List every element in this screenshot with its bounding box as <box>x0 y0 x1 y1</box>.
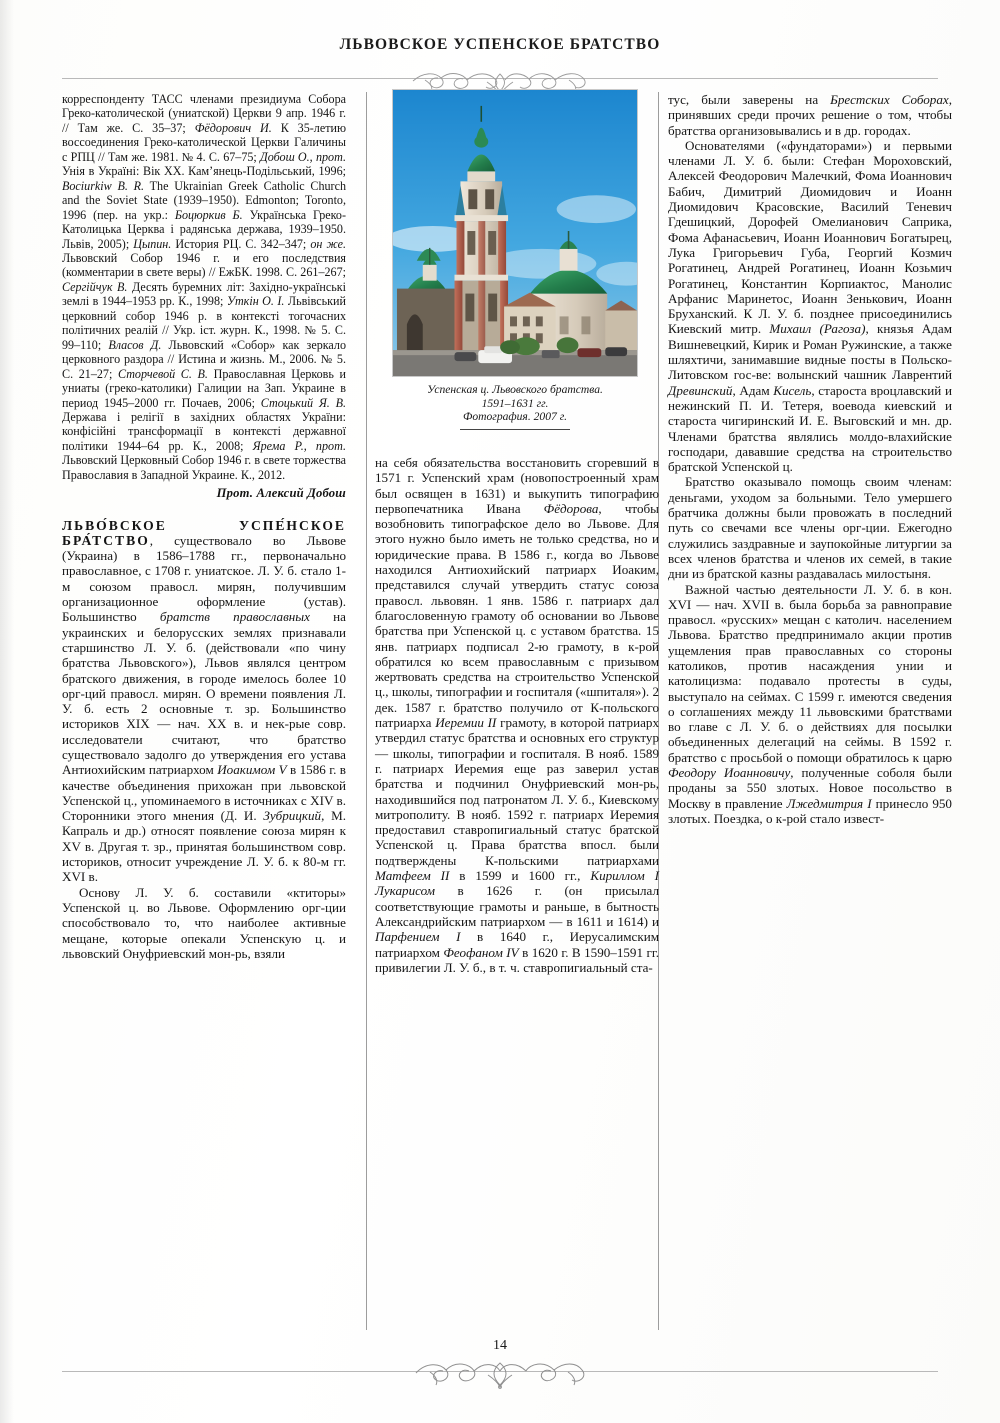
entry-paragraph-1: ЛЬВО́ВСКОЕ УСПЕ́НСКОЕ БРА́ТСТВО, существовало во Львове (Украина) в 1586–1788 гг., первоначально православное, с 1708 г. униатское. Л. У. б. стало 1-м союзом правосл. мирян, получившим организационное оформление (устав). Большинство братств православных на украинских и белорусских землях признавали старшинство Л. У. б. (действовали «по чину братства Львовского»), Львов являлся центром братского движения, в городе имелось более 10 орг-ций правосл. мирян. О времени появления Л. У. б. есть 2 основные т. зр. Большинство историков XIX — нач. XX в. и нек-рые совр. исследователи считают, что братство существовало задолго до утверждения его устава Антиохийским патриархом Иоакимом V в 1586 г. в качестве объединения прихожан при львовской Успенской ц., упоминаемого в источниках с XIV в. Сторонники этого мнения (Д. И. Зубрицкий, М. Капраль и др.) относят появление союза мирян к XV в. Другая т. зр., принятая большинством совр. историков, относит учреждение Л. У. б. к 80-м гг. XVI в. <box>62 517 346 885</box>
entry-paragraph-2: Основу Л. У. б. составили «ктиторы» Успенской ц. во Львове. Оформлению орг-ции способствовало то, что наиболее активные мещане, которые опекали Успенскую ц. и львовский Онуфриевский мон-рь, взяли <box>62 884 346 961</box>
column-1 <box>62 92 346 961</box>
footer-divider <box>62 1358 938 1388</box>
entry-paragraph-4: тус, были заверены на Брестских Соборах, принявших среди прочих решение о том, чтобы братства организовывались и в др. городах. <box>668 92 952 138</box>
page-edge-shading <box>0 0 14 1423</box>
entry-spacer <box>62 504 346 518</box>
floral-scroll-ornament-icon <box>400 1357 600 1389</box>
column-divider-1 <box>366 92 367 1330</box>
entry-paragraph-5: Основателями («фундаторами») и первыми членами Л. У. б. были: Стефан Мороховский, Алексей Феодорович Малечкий, Фома Иоаннович Бабич, Димитрий Диомидович и Иоанн Диомидович Красовские, Василий Теневич Гдешицкий, Дорофей Омелианович Саприка, Фома Афанасьевич, Иоанн Иоаннович Богатырец, Лука Григорьевич Губа, Георгий Козмич Рогатинец, Андрей Рогатинец, Иоанн Козьмич Рогатинец, Константин Корпиактос, Манолис Арфанис Маринетос, Иоанн Зенькович, Иоанн Бруханский. К Л. У. б. позднее присоединились Киевский митр. Михаил (Рагоза), князья Адам Вишневецкий, Кирик и Роман Ружинские, а также шляхтичи, занимавшие видные посты в Польско-Литовском гос-ве: волынский чашник Лаврентий Древинский, Адам Кисель, староста вроцлавский и нежинский П. И. Тетеря, воевода киевский и староста чигиринский И. Е. Выговский и мн. др. Членами братства являлись молдо-влахийские господари, дававшие средства на строительство братской Успенской ц. <box>668 137 953 475</box>
page-number: 14 <box>493 1338 507 1353</box>
caption-line-2: 1591–1631 гг. <box>481 396 549 410</box>
column-2 <box>375 455 659 975</box>
dormition-church-lviv-photo <box>392 89 638 377</box>
bibliography-block: корреспонденту ТАСС членами президиума Собора Греко-католической (униатской) Церкви 9 апр. 1946 г. // Там же. С. 35–37; Фёдорович И. К 35-летию воссоединения Греко-католической Церкви Галичины с РПЦ // Там же. 1981. № 4. С. 67–75; Добош О., прот. Унія в Україні: Вік XX. Кам’янець-Подільський, 1996; Bociurkiw B. R. The Ukrainian Greek Catholic Church and the Soviet State (1939–1950). Edmonton; Toronto, 1996 (пер. на укр.: Боцюркив Б. Українська Греко-Католицька Церква і радянська держава, 1939–1950. Львів, 2005); Цыпин. История РЦ. С. 342–347; он же. Львовский Собор 1946 г. и его последствия (комментарии в свете веры) // ЕжБК. 1998. С. 261–267; Сергійчук В. Десять буремних літ: Західно-українські землі в 1944–1953 рр. К., 1998; Уткін О. І. Львівський церковний собор 1946 р. в контексті тогочасних політичних реалій // Укр. іст. журн. К., 1998. № 5. С. 99–110; Власов Д. Львовский «Собор» как зеркало церковного раздора // Истина и жизнь. М., 2006. № 5. С. 21–27; Сторчевой С. В. Православная Церковь и униаты (греко-католики) Галиции на Зап. Украине в период 1945–2000 гг. Почаев, 2006; Стоцький Я. В. Держава і релігії в західних областях України: конфісійні трансформації в контексті державної політики 1944–64 рр. К., 2008; Ярема Р., прот. Львовский Церковный Собор 1946 г. в свете торжества Православия в Западной Украине. К., 2012. <box>62 92 347 482</box>
entry-body-column-1 <box>62 518 346 962</box>
figure <box>392 89 638 430</box>
caption-divider <box>460 429 570 430</box>
entry-body-column-3 <box>668 92 952 826</box>
caption-line-1: Успенская ц. Львовского братства. <box>427 383 603 396</box>
figure-caption <box>392 383 638 424</box>
caption-line-3: Фотография. 2007 г. <box>463 410 567 424</box>
entry-paragraph-3: на себя обязательства восстановить сгоревший в 1571 г. Успенский храм (новопостроенный храм был освящен в 1631) и выкупить типографию первопечатника Ивана Фёдорова, чтобы возобновить типографское дело во Львове. Для этого нужно было иметь не только средства, но и юридические права. В 1586 г., когда во Львове находился Антиохийский патриарх Иоаким, представился случай утвердить статус союза правосл. львовян. 1 янв. 1586 г. патриарх дал благословенную грамоту об основании во Львове братства при Успенской ц. с уставом братства. 15 янв. патриарх подписал 2-ю грамоту, в к-рой обратился ко всем православным с призывом жертвовать средства на строительство Успенской ц., школы, типографии и госпиталя («шпиталя»). 2 дек. 1587 г. братство получило от К-польского патриарха Иеремии II грамоту, в которой патриарх утвердил статус братства и основных его структур — школы, типографии и госпиталя. В нояб. 1589 г. патриарх Иеремия еще раз заверил устав братства и подчинил Онуфриевский мон-рь, находившийся под патронатом Л. У. б., Киевскому митрополиту. В нояб. 1592 г. патриарх Иеремия предоставил ставропигиальный статус братской Успенской ц. Права братства впосл. были подтверждены К-польскими патриархами Матфеем II в 1599 и 1600 гг., Кириллом I Лукарисом в 1626 г. (он присылал соответствующие грамоты и раньше, в бытность Александрийским патриархом — в 1611 и 1614) и Парфением I в 1640 г., Иерусалимским патриархом Феофаном IV в 1620 г. В 1590–1591 гг. привилегии Л. У. б., в т. ч. ставропигиальный ста- <box>375 455 660 975</box>
entry-body-column-2 <box>375 455 659 975</box>
entry-paragraph-6: Братство оказывало помощь своим членам: деньгами, уходом за больными. Тело умершего братчика должны были провожать в последний путь со свечами все члены орг-ции. Ежегодно служились заздравные и заупокойные литургии за всех членов братства и членов их семей, в такие дни из братской казны раздавалась милостыня. <box>668 474 952 582</box>
author-signature: Прот. Алексий Добош <box>216 486 346 501</box>
column-3 <box>668 92 952 826</box>
entry-paragraph-7: Важной частью деятельности Л. У. б. в кон. XVI — нач. XVII в. была борьба за равноправие правосл. «русских» мещан с католич. населением Львова. Братство предпринимало акции против ущемления прав православных со стороны католиков, против насаждения унии и католицизма: подавало протесты в суды, выступало на сеймах. С 1599 г. имеются сведения о соглашениях между 11 львовскими братствами во главе с Л. У. б. о действиях для посылки объединенных делегаций на сеймы. В 1592 г. братство с просьбой о помощи обратилось к царю Феодору Иоанновичу, полученные соболя были проданы за 550 злотых. Новое посольство в Москву в правление Лжедмитрия I принесло 950 злотых. Поездка, о к-рой стало извест- <box>668 581 952 826</box>
running-head: ЛЬВОВСКОЕ УСПЕНСКОЕ БРАТСТВО <box>339 36 661 53</box>
